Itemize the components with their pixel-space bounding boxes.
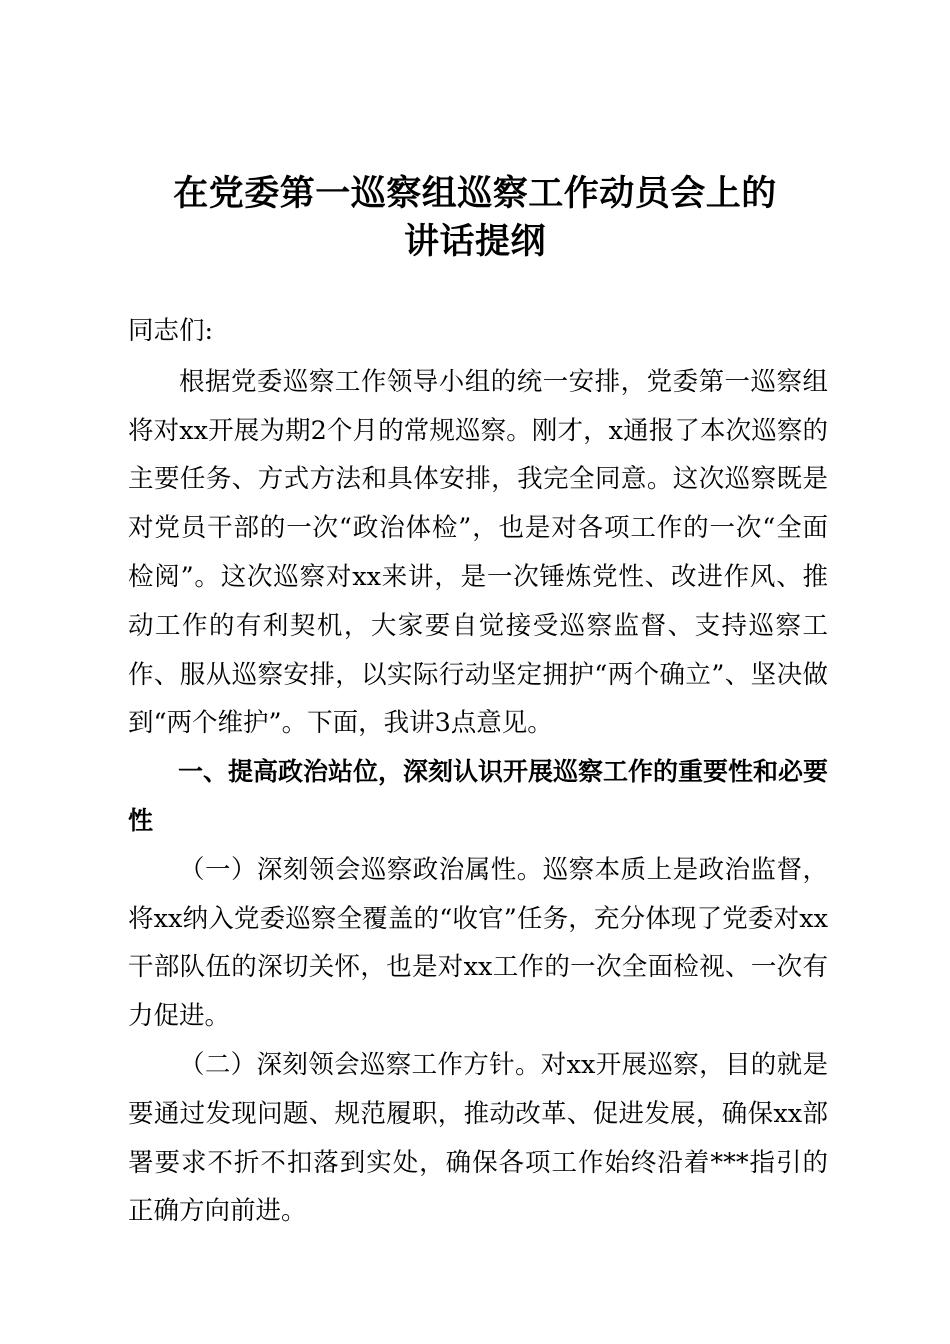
section-1-item-2: （二）深刻领会巡察工作方针。对xx开展巡察，目的就是要通过发现问题、规范履职，推动改革、促进发展，确保xx部署要求不折不扣落到实处，确保各项工作始终沿着***指引的正确方向前进。 xyxy=(128,1049,828,1227)
document-title-line-2: 讲话提纲 xyxy=(403,222,546,262)
intro-paragraph: 根据党委巡察工作领导小组的统一安排，党委第一巡察组将对xx开展为期2个月的常规巡察。刚才，x通报了本次巡察的主要任务、方式方法和具体安排，我完全同意。这次巡察既是对党员干部的一次“政治体检”，也是对各项工作的一次“全面检阅”。这次巡察对xx来讲，是一次锤炼党性、改进作风、推动工作的有利契机，大家要自觉接受巡察监督、支持巡察工作、服从巡察安排，以实际行动坚定拥护“两个确立”、坚决做到“两个维护”。下面，我讲3点意见。 xyxy=(128,366,828,739)
section-heading-1: 一、提高政治站位，深刻认识开展巡察工作的重要性和必要性 xyxy=(128,757,829,835)
salutation: 同志们: xyxy=(128,316,214,346)
document-title-line-1: 在党委第一巡察组巡察工作动员会上的 xyxy=(173,174,777,214)
section-1-item-1: （一）深刻领会巡察政治属性。巡察本质上是政治监督，将xx纳入党委巡察全覆盖的“收官”任务，充分体现了党委对xx干部队伍的深切关怀，也是对xx工作的一次全面检视、一次有力促进。 xyxy=(128,854,828,1032)
document-body xyxy=(128,307,828,1236)
